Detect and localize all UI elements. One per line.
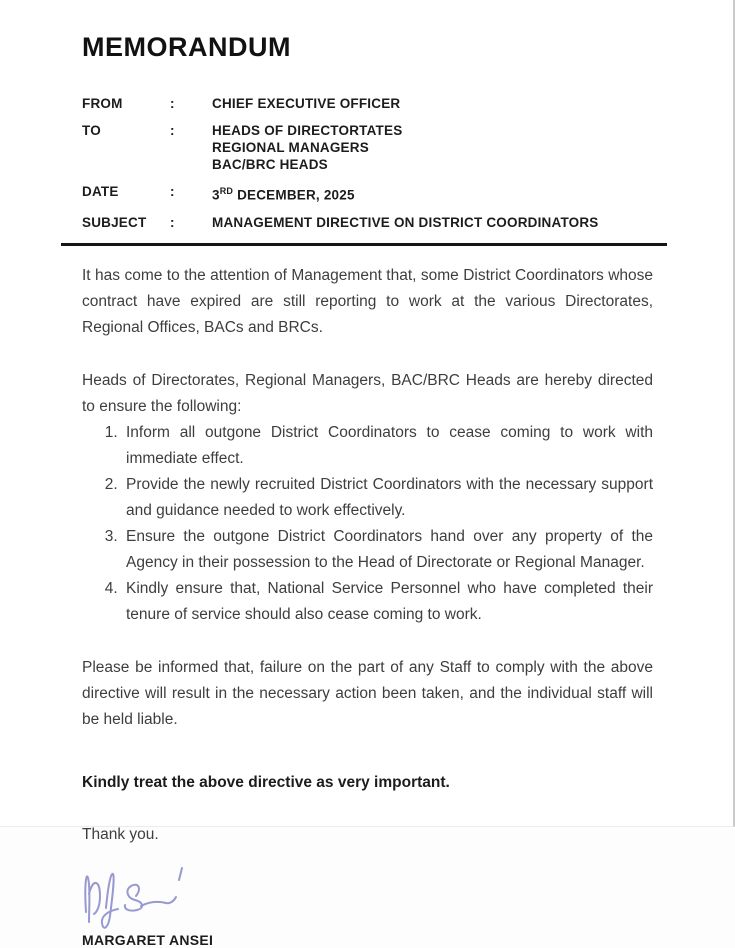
field-colon: : <box>170 184 175 199</box>
paragraph-emphasis: Kindly treat the above directive as very important. <box>82 773 450 791</box>
signature-block <box>82 852 653 928</box>
memo-header-fields <box>82 95 653 231</box>
paragraph-intro: It has come to the attention of Management that, some District Coordinators whose contract have expired are still reporting to work at the various Directorates, Regional Offices, BACs and BRCs. <box>82 266 653 336</box>
field-value-date: 3RD DECEMBER, 2025 <box>212 186 355 203</box>
header-divider-rule <box>61 243 667 246</box>
field-value-subject: MANAGEMENT DIRECTIVE ON DISTRICT COORDINATORS <box>212 214 599 230</box>
directive-item: 2. Provide the newly recruited District Coordinators with the necessary support and guidance needed to work effectively. <box>122 472 653 524</box>
field-colon: : <box>170 96 175 111</box>
field-label-to: TO <box>82 123 101 138</box>
directive-list <box>104 420 653 628</box>
field-value-to: HEADS OF DIRECTORTATES REGIONAL MANAGERS BAC/BRC HEADS <box>212 123 403 172</box>
handwritten-signature-image <box>78 854 208 932</box>
field-colon: : <box>170 123 175 138</box>
closing-text: Thank you. <box>82 825 159 843</box>
directive-item: 1. Inform all outgone District Coordinators to cease coming to work with immediate effect. <box>122 420 653 472</box>
directive-item: 4. Kindly ensure that, National Service Personnel who have completed their tenure of service should also cease coming to work. <box>122 576 653 628</box>
field-value-from: CHIEF EXECUTIVE OFFICER <box>212 96 401 111</box>
field-colon: : <box>170 214 175 230</box>
memo-title: MEMORANDUM <box>82 32 291 62</box>
memo-body <box>82 263 653 848</box>
signer-name: MARGARET ANSEI <box>82 931 214 948</box>
date-ordinal: RD <box>219 186 234 196</box>
field-label-date: DATE <box>82 184 119 199</box>
directive-item: 3. Ensure the outgone District Coordinators hand over any property of the Agency in their possession to the Head of Directorate or Regional Manager. <box>122 524 653 576</box>
field-label-subject: SUBJECT <box>82 214 147 230</box>
paragraph-directive-lead: Heads of Directorates, Regional Managers, BAC/BRC Heads are hereby directed to ensure the following: <box>82 371 653 415</box>
field-label-from: FROM <box>82 96 123 111</box>
paragraph-warning: Please be informed that, failure on the part of any Staff to comply with the above directive will result in the necessary action been taken, and the individual staff will be held liable. <box>82 658 653 728</box>
